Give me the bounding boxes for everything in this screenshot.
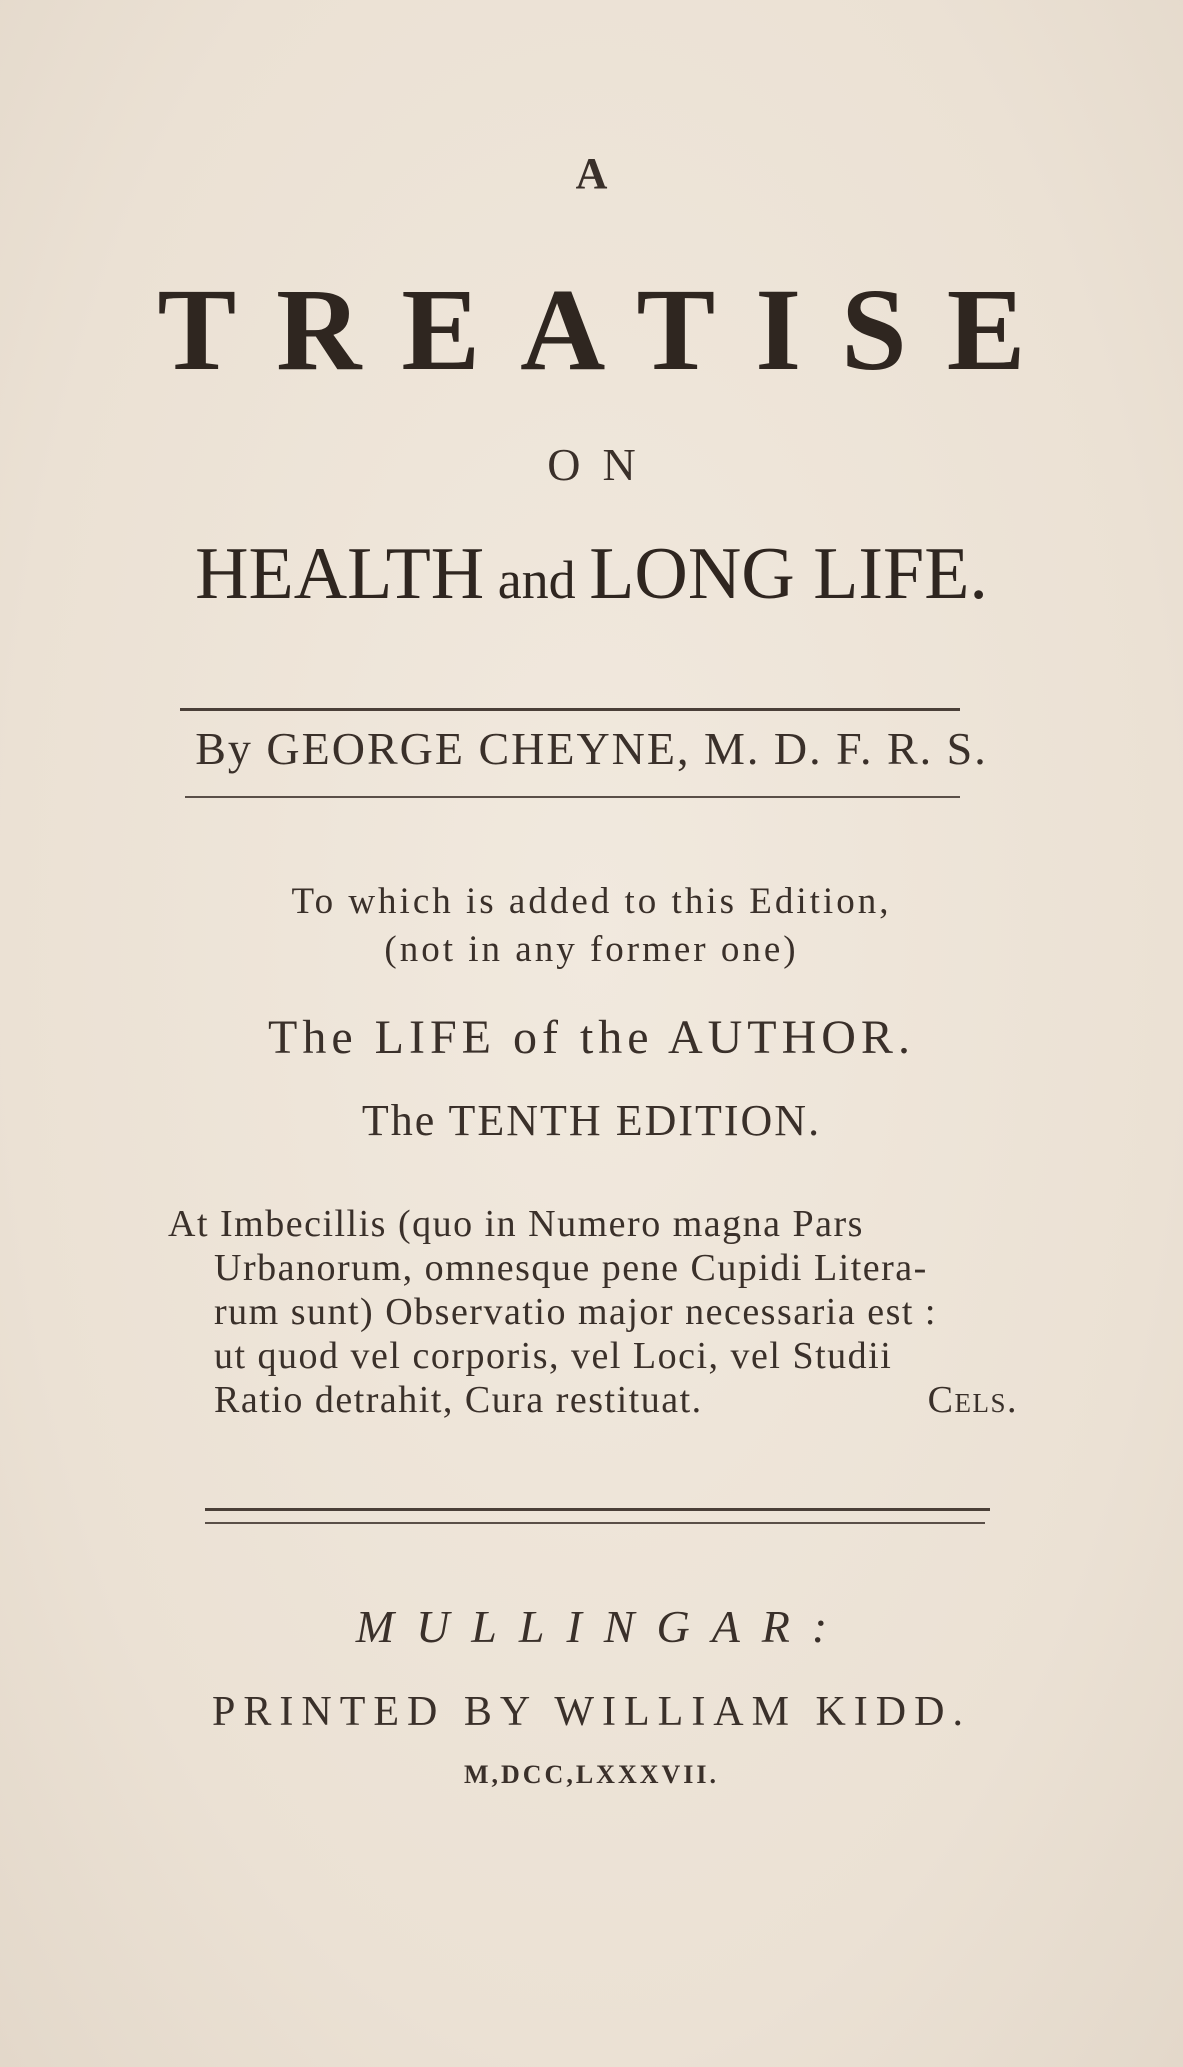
- latin-motto: [168, 1202, 1018, 1422]
- addition-line-2: (not in any former one): [384, 929, 799, 970]
- rule-double-bottom: [205, 1522, 985, 1524]
- motto-line: Urbanorum, omnesque pene Cupidi Litera-: [214, 1247, 928, 1289]
- imprint-date: M,DCC,LXXXVII.: [463, 1760, 720, 1789]
- motto-line: At Imbecillis (quo in Numero magna Pars: [168, 1203, 864, 1245]
- addition-line-1: To which is added to this Edition,: [291, 881, 892, 922]
- author-line: By GEORGE CHEYNE, M. D. F. R. S.: [195, 723, 988, 774]
- edition-line: The TENTH EDITION.: [361, 1096, 822, 1145]
- title-main-word: TREATISE: [157, 264, 1066, 395]
- title-subject: [0, 532, 1183, 617]
- subject-caps-2: LONG LIFE.: [589, 533, 988, 615]
- title-article: A: [575, 149, 608, 198]
- rule-below-author: [185, 796, 960, 798]
- subject-and: and: [497, 550, 576, 610]
- life-line: The LIFE of the AUTHOR.: [268, 1011, 915, 1064]
- motto-source: Cels.: [927, 1379, 1018, 1421]
- motto-line: ut quod vel corporis, vel Loci, vel Studii: [214, 1335, 893, 1377]
- motto-line: rum sunt) Observatio major necessaria est :: [214, 1291, 937, 1333]
- title-on: ON: [547, 439, 658, 490]
- imprint-place: MULLINGAR:: [355, 1601, 850, 1652]
- rule-top: [180, 708, 960, 711]
- motto-last-line: [168, 1378, 1018, 1422]
- subject-caps-1: HEALTH: [195, 533, 485, 615]
- rule-double-top: [205, 1508, 990, 1511]
- imprint-printer: PRINTED BY WILLIAM KIDD.: [212, 1689, 971, 1735]
- motto-line: Ratio detrahit, Cura restituat.: [214, 1379, 703, 1421]
